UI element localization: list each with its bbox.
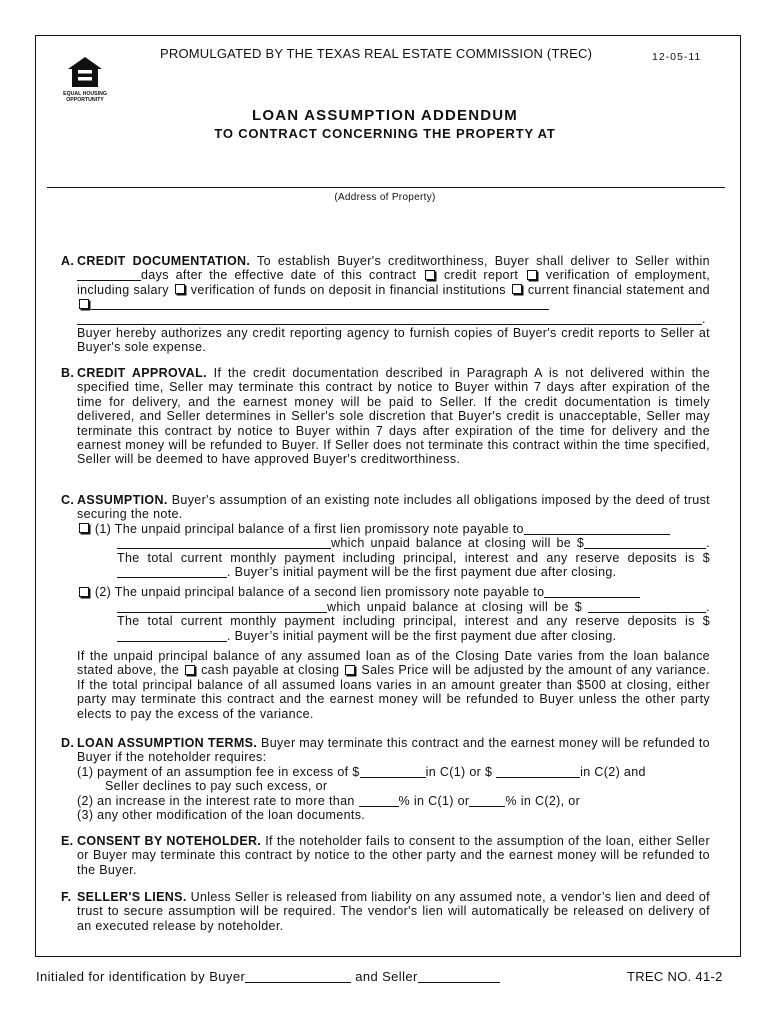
second-lien-payment-end: . Buyer’s initial payment will be the first payment due after closing.: [227, 628, 617, 643]
second-lien-balance-blank[interactable]: [588, 601, 706, 613]
section-c-label: C.: [61, 493, 75, 507]
section-e-label: E.: [61, 834, 74, 848]
section-d-intro: Buyer may terminate this contract and the earnest money will be refunded to Buyer if the noteholder requires:: [77, 736, 710, 765]
section-d-heading: LOAN ASSUMPTION TERMS.: [77, 736, 258, 750]
equal-housing-logo: [60, 56, 110, 103]
section-c-intro: Buyer's assumption of an existing note includes all obligations imposed by the deed of trust securing the note.: [77, 493, 711, 522]
rate-c1-text: % in C(1) or: [398, 793, 470, 808]
fee-text: (1) payment of an assumption fee in excess of $: [77, 764, 360, 779]
section-f-heading: SELLER'S LIENS.: [77, 890, 187, 904]
first-lien-payment-text: The total current monthly payment including principal, interest and any reserve deposits is: [117, 550, 695, 565]
section-a-heading: CREDIT DOCUMENTATION.: [77, 254, 251, 268]
employment-checkbox[interactable]: [527, 270, 537, 280]
other-modification: (3) any other modification of the loan documents.: [77, 808, 366, 823]
form-title: LOAN ASSUMPTION ADDENDUM: [251, 107, 519, 124]
second-lien-payment-blank[interactable]: [117, 630, 227, 642]
form-number: TREC NO. 41-2: [627, 969, 723, 984]
funds-checkbox[interactable]: [175, 284, 185, 294]
section-a-label: A.: [61, 254, 75, 268]
financial-statement-label: current financial statement and: [527, 282, 710, 297]
seller-initials-blank[interactable]: [418, 970, 500, 983]
section-a-text2: days after the effective date of this contract: [141, 268, 417, 283]
credit-report-checkbox[interactable]: [425, 270, 435, 280]
initialed-text: Initialed for identification by Buyer: [36, 969, 246, 984]
other-document-blank[interactable]: [91, 298, 549, 310]
section-a-text1: To establish Buyer's creditworthiness, Buyer shall deliver to Seller within: [256, 254, 710, 268]
fee-c1-blank[interactable]: [360, 766, 426, 778]
form-subtitle: TO CONTRACT CONCERNING THE PROPERTY AT: [214, 126, 556, 141]
section-e-heading: CONSENT BY NOTEHOLDER.: [77, 834, 262, 848]
section-d-label: D.: [61, 736, 75, 750]
credit-report-label: credit report: [443, 268, 519, 283]
variance-text1: If the unpaid principal balance of any assumed loan as of the Closing Date varies from the loan balance stated above, the: [77, 649, 710, 678]
sales-price-checkbox[interactable]: [345, 665, 355, 675]
second-lien-payment-text: The total current monthly payment including principal, interest and any reserve deposits is: [117, 614, 695, 629]
buyer-initials-blank[interactable]: [245, 970, 351, 983]
address-input-line[interactable]: [47, 187, 725, 188]
first-lien-checkbox[interactable]: [79, 523, 89, 533]
rate-c2-blank[interactable]: [469, 795, 505, 807]
fee-seller-declines: Seller declines to pay such excess, or: [105, 779, 328, 794]
section-assumption: C. ASSUMPTION. Buyer's assumption of an existing note includes all obligations imposed by the deed of trust securing the note. (1) The unpaid principal balance of a first lien promissory note payable to which unpaid balance at closing will be $ . The total current monthly payment including principal, interest and any reserve deposits is $ . Buyer’s initial payment will be the first payment due after closing. (2) The unpaid principal balance of a second lien promissory note payable to which unpaid balance at closing will be $ . The total current monthly payment including principal, interest and any reserve deposits is $ . Buyer’s initial payment will be the first payment due after closing. If the unpaid principal balance of any assumed loan as of the Closing Date varies from the loan balance stated above, the cash payable at closing Sales Price will be adjusted by the amount of any variance. If the total principal balance of all assumed loans varies in an amount greater than $500 at closing, either party may terminate this contract and the earnest money will be refunded to Buyer unless the other party elects to pay the excess of the variance.: [61, 493, 711, 721]
section-e-text: If the noteholder fails to consent to the assumption of the loan, either Seller or Buyer may terminate this contract by notice to the other party and the earnest money will be refunded to the Buyer.: [77, 834, 710, 877]
first-lien-payee-blank-2[interactable]: [117, 537, 331, 549]
logo-line2: OPPORTUNITY: [66, 97, 104, 103]
section-credit-approval: [61, 366, 710, 467]
first-lien-payment-blank[interactable]: [117, 566, 227, 578]
first-lien-text: (1) The unpaid principal balance of a first lien promissory note payable to: [94, 521, 524, 536]
section-b-label: B.: [61, 366, 75, 380]
second-lien-dollar: $: [702, 614, 711, 629]
rate-c2-text: % in C(2), or: [505, 793, 581, 808]
first-lien-payee-blank[interactable]: [524, 523, 670, 535]
section-f-text: Unless Seller is released from liability on any assumed note, a vendor’s lien and deed of trust to secure assumption will be required. The vendor's lien will automatically be released on delivery of an executed release by noteholder.: [77, 890, 710, 933]
section-c-heading: ASSUMPTION.: [77, 493, 168, 507]
and-seller-text: and Seller: [355, 969, 418, 984]
address-label: (Address of Property): [334, 192, 436, 203]
funds-label: verification of funds on deposit in financial institutions: [190, 282, 506, 297]
logo-line1: EQUAL HOUSING: [63, 91, 107, 97]
form-date: 12-05-11: [652, 51, 702, 63]
first-lien-payment-end: . Buyer’s initial payment will be the first payment due after closing.: [227, 565, 617, 580]
first-lien-balance-blank[interactable]: [584, 537, 706, 549]
second-lien-payee-blank[interactable]: [544, 586, 640, 598]
variance-text2: Sales Price will be adjusted by the amount of any variance. If the total principal balance of all assumed loans varies in an amount greater than $500 at closing, either party may terminate this contract and the earnest money will be refunded to Buyer unless the other party elects to pay the excess of the variance.: [77, 663, 711, 721]
equal-housing-icon: [67, 56, 103, 88]
days-blank[interactable]: [77, 269, 141, 281]
other-document-checkbox[interactable]: [79, 299, 89, 309]
rate-text: (2) an increase in the interest rate to more than: [77, 793, 355, 808]
other-document-blank-2[interactable]: [77, 313, 702, 325]
section-a-end: .: [702, 311, 706, 326]
first-lien-balance-text: which unpaid balance at closing will be $: [331, 536, 585, 551]
rate-c1-blank[interactable]: [359, 795, 399, 807]
initials-footer: [36, 969, 500, 984]
section-b-heading: CREDIT APPROVAL.: [77, 366, 207, 380]
cash-payable-label: cash payable at closing: [201, 663, 340, 678]
first-lien-dollar: $: [702, 550, 711, 565]
second-lien-payee-blank-2[interactable]: [117, 601, 327, 613]
second-lien-balance-text: which unpaid balance at closing will be $: [327, 599, 583, 614]
cash-payable-checkbox[interactable]: [185, 665, 195, 675]
section-loan-assumption-terms: [61, 736, 710, 822]
promulgated-header: PROMULGATED BY THE TEXAS REAL ESTATE COMMISSION (TREC): [160, 46, 593, 61]
section-b-text: If the credit documentation described in Paragraph A is not delivered within the specified time, Seller may terminate this contract by notice to Buyer within 7 days after expiration of the time for delivery, and the earnest money will be paid to Seller. If the credit documentation is timely delivered, and Seller determines in Seller's sole discretion that Buyer's credit is unacceptable, Seller may terminate this contract by notice to Buyer within 7 days after expiration of the time for delivery and the earnest money will be refunded to Buyer. If Seller does not terminate this contract within the time specified, Seller will be deemed to have approved Buyer's creditworthiness.: [77, 366, 711, 467]
section-f-label: F.: [61, 890, 72, 904]
second-lien-checkbox[interactable]: [79, 587, 89, 597]
section-sellers-liens: [61, 890, 710, 933]
second-lien-text: (2) The unpaid principal balance of a second lien promissory note payable to: [94, 585, 545, 600]
fee-c1-text: in C(1) or $: [425, 764, 493, 779]
section-a-authorization: Buyer hereby authorizes any credit reporting agency to furnish copies of Buyer's credit reports to Seller at Buyer's sole expense.: [77, 326, 710, 355]
financial-statement-checkbox[interactable]: [512, 284, 522, 294]
fee-c2-blank[interactable]: [496, 766, 580, 778]
section-credit-documentation: [61, 254, 710, 355]
employment-label: verification of employment, including salary: [77, 268, 711, 297]
section-consent-by-noteholder: [61, 834, 710, 877]
fee-c2-text: in C(2) and: [580, 764, 646, 779]
